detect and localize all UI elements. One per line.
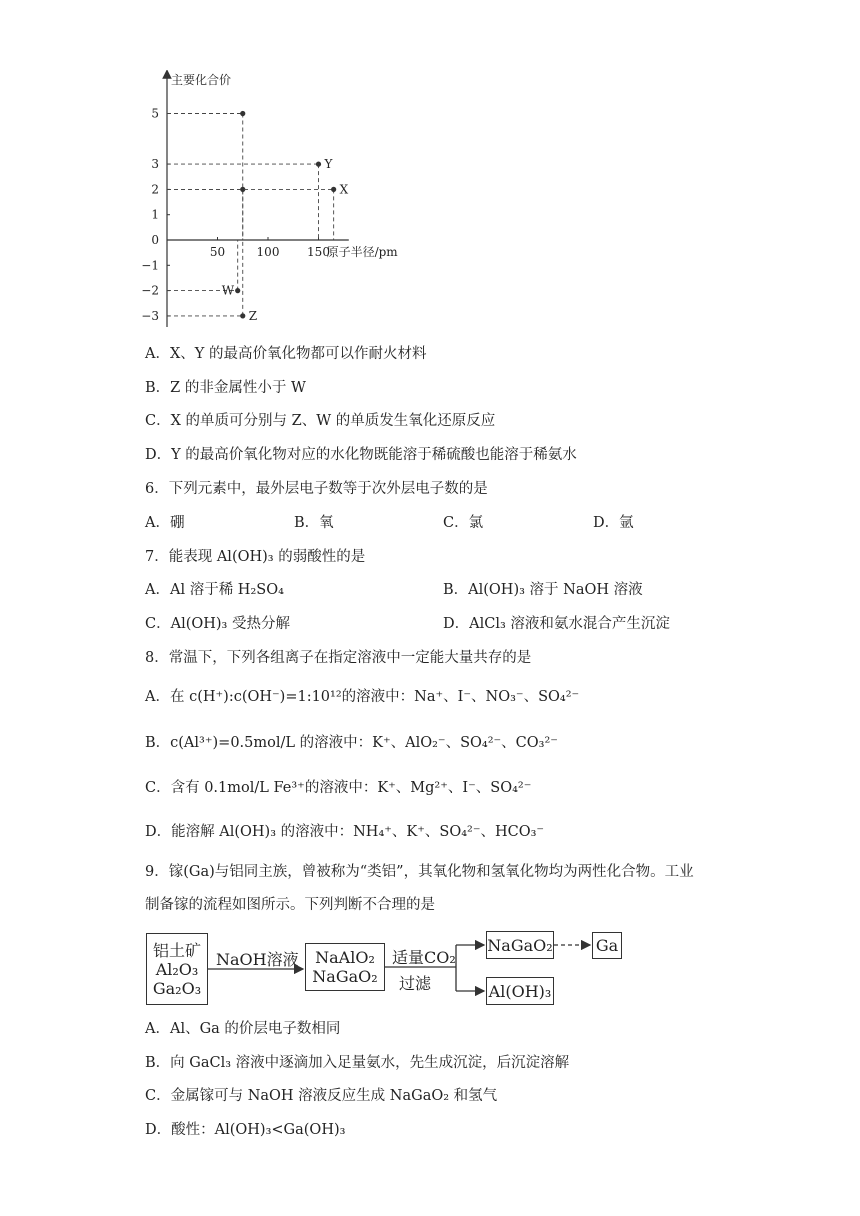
flow-box-ga	[592, 932, 622, 959]
x-tick-label: 100	[256, 245, 280, 259]
flow-box-bauxite	[146, 933, 208, 1005]
flow-arrow2-label-bottom: 过滤	[399, 974, 432, 993]
data-point	[235, 288, 240, 293]
flow-arrow2-label-top: 适量CO₂	[392, 948, 456, 967]
q8-option-b: B．c(Al³⁺)=0.5mol/L 的溶液中：K⁺、AlO₂⁻、SO₄²⁻、CO₃²⁻	[145, 735, 558, 751]
flow-box-aloh3	[486, 977, 554, 1005]
flow-arrows	[140, 925, 640, 1010]
y-tick-label: 2	[151, 182, 159, 197]
q6-stem: 6．下列元素中，最外层电子数等于次外层电子数的是	[145, 481, 488, 497]
flow-box-nagao2-label: NaGaO₂	[487, 935, 553, 955]
x-tick-label: 50	[209, 245, 226, 259]
q7-option-b: B．Al(OH)₃ 溶于 NaOH 溶液	[443, 582, 643, 598]
q7-option-d: D．AlCl₃ 溶液和氨水混合产生沉淀	[443, 616, 670, 632]
y-tick-label: 1	[151, 207, 159, 222]
q5-option-b: B．Z 的非金属性小于 W	[145, 380, 306, 396]
y-tick-label: −1	[141, 258, 159, 273]
flow-box-bauxite-line3: Ga₂O₃	[152, 978, 202, 998]
x-tick-label: 150	[307, 245, 330, 259]
flow-box-aloh3-label: Al(OH)₃	[488, 981, 552, 1001]
q6-option-b: B．氧	[294, 515, 334, 531]
y-axis-label: 主要化合价	[171, 73, 232, 87]
q6-option-a: A．硼	[145, 515, 185, 531]
q8-option-c: C．含有 0.1mol/L Fe³⁺的溶液中：K⁺、Mg²⁺、I⁻、SO₄²⁻	[145, 780, 532, 796]
q9-option-a: A．Al、Ga 的价层电子数相同	[145, 1021, 341, 1037]
y-tick-label: −3	[141, 308, 159, 323]
q9-stem-line2: 制备镓的流程如图所示。下列判断不合理的是	[145, 897, 435, 913]
scatter-chart	[140, 70, 470, 330]
q7-option-c: C．Al(OH)₃ 受热分解	[145, 616, 290, 632]
q5-option-a: A．X、Y 的最高价氧化物都可以作耐火材料	[145, 346, 427, 362]
q6-option-c: C．氯	[443, 515, 484, 531]
flow-box-aluminate	[305, 943, 385, 991]
q9-option-b: B．向 GaCl₃ 溶液中逐滴加入足量氨水，先生成沉淀，后沉淀溶解	[145, 1055, 570, 1071]
q9-stem-line1: 9．镓(Ga)与铝同主族，曾被称为“类铝”，其氧化物和氢氧化物均为两性化合物。工业	[145, 864, 694, 880]
q7-option-a: A．Al 溶于稀 H₂SO₄	[145, 582, 284, 598]
q5-option-d: D．Y 的最高价氧化物对应的水化物既能溶于稀硫酸也能溶于稀氨水	[145, 447, 577, 463]
q6-option-d: D．氩	[593, 515, 634, 531]
flow-box-bauxite-line1: 铝土矿	[152, 940, 201, 960]
flow-box-nagao2	[486, 931, 554, 959]
y-tick-label: 0	[151, 233, 159, 247]
data-point	[240, 313, 245, 318]
point-label-y: Y	[324, 157, 333, 172]
data-point	[240, 111, 245, 116]
point-label-z: Z	[248, 308, 258, 323]
point-label-w: W	[221, 283, 235, 298]
data-point	[331, 187, 336, 192]
y-tick-label: 3	[151, 157, 159, 172]
flow-arrow1-label: NaOH溶液	[216, 950, 299, 969]
q8-stem: 8．常温下，下列各组离子在指定溶液中一定能大量共存的是	[145, 650, 532, 666]
q7-stem: 7．能表现 Al(OH)₃ 的弱酸性的是	[145, 549, 366, 565]
q9-option-d: D．酸性：Al(OH)₃<Ga(OH)₃	[145, 1122, 346, 1138]
x-axis-label: 原子半径/pm	[326, 245, 398, 259]
y-tick-label: −2	[141, 283, 159, 298]
q8-option-d: D．能溶解 Al(OH)₃ 的溶液中：NH₄⁺、K⁺、SO₄²⁻、HCO₃⁻	[145, 824, 545, 840]
flow-box-bauxite-line2: Al₂O₃	[155, 959, 199, 979]
q5-option-c: C．X 的单质可分别与 Z、W 的单质发生氧化还原反应	[145, 413, 496, 429]
q8-option-a: A．在 c(H⁺):c(OH⁻)=1:10¹²的溶液中：Na⁺、I⁻、NO₃⁻、SO₄²⁻	[145, 689, 580, 705]
y-tick-label: 5	[151, 106, 159, 121]
point-label-x: X	[339, 182, 349, 197]
data-point	[316, 162, 321, 167]
flow-box-ga-label: Ga	[595, 936, 619, 955]
flow-box-aluminate-line1: NaAlO₂	[315, 948, 375, 967]
flow-box-aluminate-line2: NaGaO₂	[312, 967, 378, 986]
flow-diagram	[140, 925, 640, 1010]
q9-option-c: C．金属镓可与 NaOH 溶液反应生成 NaGaO₂ 和氢气	[145, 1088, 498, 1104]
